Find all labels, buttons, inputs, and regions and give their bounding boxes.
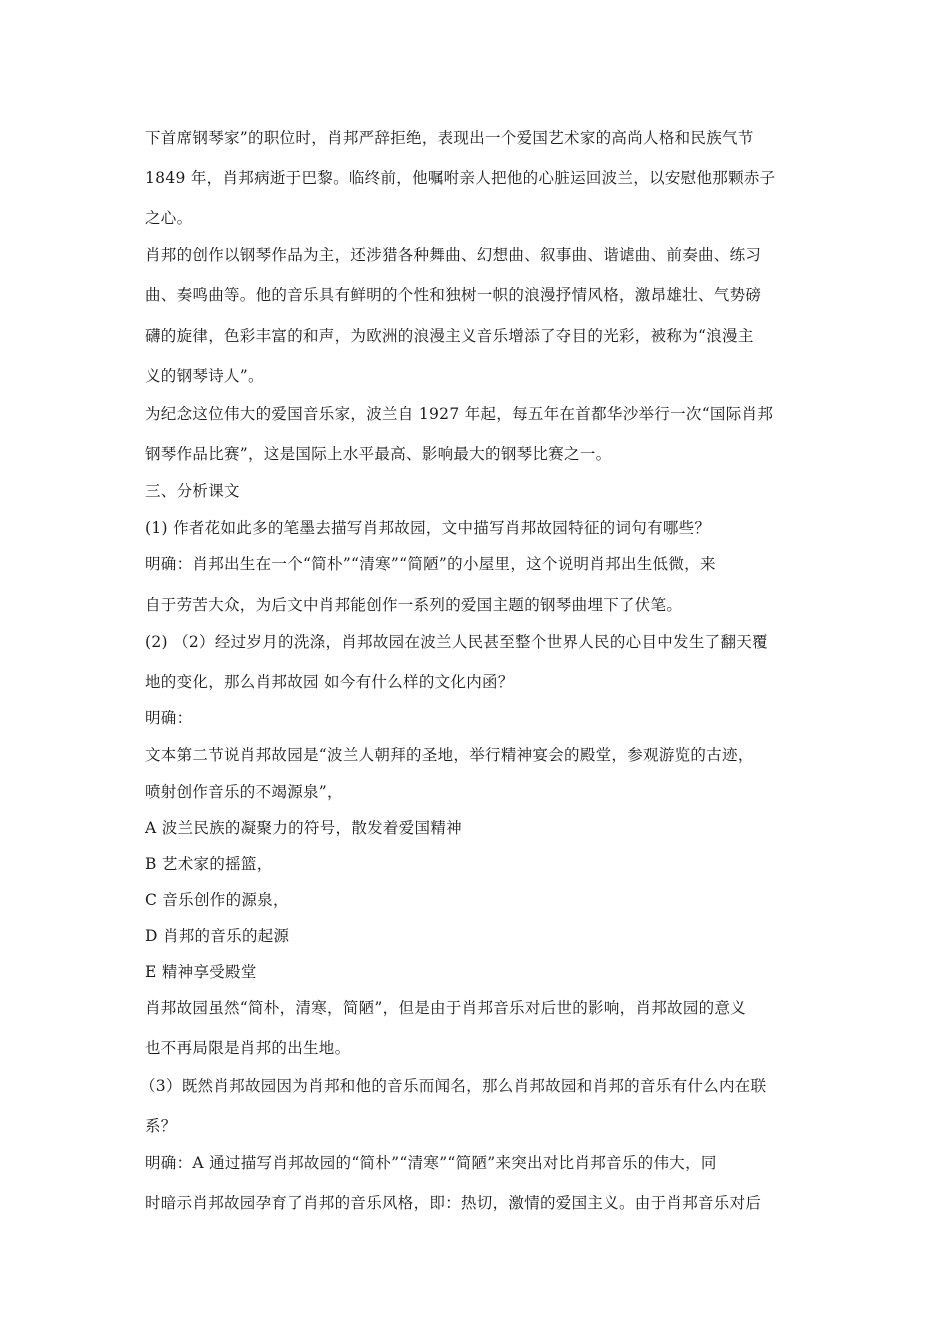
list-item: B 艺术家的摇篮， xyxy=(145,855,273,873)
answer-line: 明确： xyxy=(145,709,193,727)
text-line: 肖邦的创作以钢琴作品为主，还涉猎各种舞曲、幻想曲、叙事曲、谐谑曲、前奏曲、练习 xyxy=(145,246,762,264)
text-line: 也不再局限是肖邦的出生地。 xyxy=(145,1039,351,1057)
text-line: 之心。 xyxy=(145,209,193,227)
section-heading: 三、分析课文 xyxy=(145,482,240,500)
text-line: 钢琴作品比赛”，这是国际上水平最高、影响最大的钢琴比赛之一。 xyxy=(145,445,612,463)
text-line: 曲、奏鸣曲等。他的音乐具有鲜明的个性和独树一帜的浪漫抒情风格，激昂雄壮、气势磅 xyxy=(145,286,762,304)
text-line: 义的钢琴诗人”。 xyxy=(145,367,264,385)
question-line: (2) （2）经过岁月的洗涤，肖邦故园在波兰人民甚至整个世界人民的心目中发生了翻天覆 xyxy=(145,633,768,651)
answer-line: 时暗示肖邦故园孕育了肖邦的音乐风格，即：热切，激情的爱国主义。由于肖邦音乐对后 xyxy=(145,1194,762,1212)
question-line: （3）既然肖邦故园因为肖邦和他的音乐而闻名，那么肖邦故园和肖邦的音乐有什么内在联 xyxy=(140,1077,767,1095)
answer-line: 明确：肖邦出生在一个“简朴”“清寒”“简陋”的小屋里，这个说明肖邦出生低微，来 xyxy=(145,555,716,573)
text-line: 文本第二节说肖邦故园是“波兰人朝拜的圣地，举行精神宴会的殿堂，参观游览的古迹， xyxy=(145,746,754,764)
text-line: 肖邦故园虽然“简朴，清寒，简陋”，但是由于肖邦音乐对后世的影响，肖邦故园的意义 xyxy=(145,999,747,1017)
question-line: 地的变化，那么肖邦故园 如今有什么样的文化内函？ xyxy=(145,673,514,691)
text-line: 下首席钢琴家”的职位时，肖邦严辞拒绝，表现出一个爱国艺术家的高尚人格和民族气节 xyxy=(145,129,754,147)
text-line: 礴的旋律，色彩丰富的和声，为欧洲的浪漫主义音乐增添了夺目的光彩，被称为“浪漫主 xyxy=(145,327,754,345)
question-line: 系？ xyxy=(145,1117,177,1135)
answer-line: 明确：A 通过描写肖邦故园的“简朴”“清寒”“简陋”来突出对比肖邦音乐的伟大，同 xyxy=(145,1154,717,1172)
list-item: C 音乐创作的源泉， xyxy=(145,891,289,909)
text-line: 为纪念这位伟大的爱国音乐家，波兰自 1927 年起，每五年在首都华沙举行一次“国际肖邦 xyxy=(145,405,774,423)
text-line: 1849 年，肖邦病逝于巴黎。临终前，他嘱咐亲人把他的心脏运回波兰，以安慰他那颗赤子 xyxy=(145,169,776,187)
question-line: (1) 作者花如此多的笔墨去描写肖邦故园，文中描写肖邦故园特征的词句有哪些？ xyxy=(145,519,711,537)
list-item: D 肖邦的音乐的起源 xyxy=(145,927,290,945)
answer-line: 自于劳苦大众，为后文中肖邦能创作一系列的爱国主题的钢琴曲埋下了伏笔。 xyxy=(145,596,683,614)
list-item: A 波兰民族的凝聚力的符号，散发着爱国精神 xyxy=(145,819,462,837)
list-item: E 精神享受殿堂 xyxy=(145,963,257,981)
text-line: 喷射创作音乐的不竭源泉”， xyxy=(145,783,343,801)
